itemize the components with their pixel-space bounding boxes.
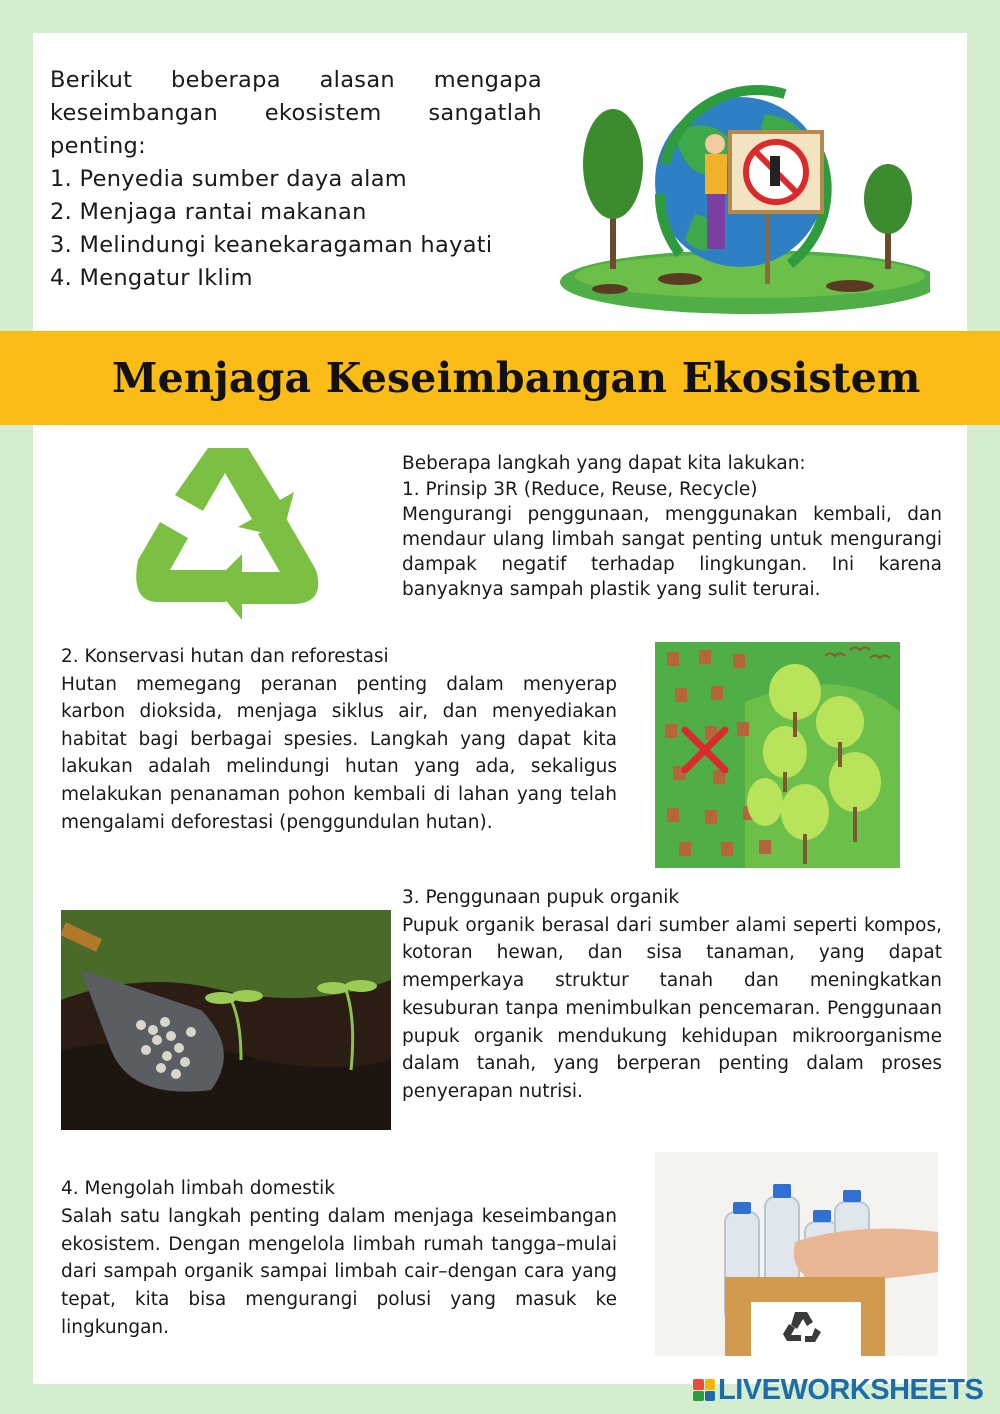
- title-banner: [0, 331, 1000, 425]
- reason-item: 4. Mengatur Iklim: [50, 265, 253, 291]
- ecosystem-protection-illustration: [555, 64, 930, 314]
- step-title: 1. Prinsip 3R (Reduce, Reuse, Recycle): [402, 478, 758, 500]
- reason-item: 1. Penyedia sumber daya alam: [50, 166, 408, 192]
- liveworksheets-logo: [693, 1373, 993, 1407]
- intro-section: [50, 64, 542, 295]
- organic-fertilizer-photo: [61, 910, 391, 1130]
- page-title: Menjaga Keseimbangan Ekosistem: [112, 354, 921, 402]
- step-title: 2. Konservasi hutan dan reforestasi: [61, 646, 389, 667]
- brand-text: LIVEWORKSHEETS: [718, 1374, 984, 1406]
- reason-item: 3. Melindungi keanekaragaman hayati: [50, 232, 493, 258]
- liveworksheets-mark-icon: [693, 1379, 715, 1401]
- step-3r: [402, 451, 942, 602]
- step-domestic-waste: [61, 1175, 617, 1342]
- step-forest-conservation: [61, 643, 617, 836]
- step-body: Mengurangi penggunaan, menggunakan kembali, dan mendaur ulang limbah sangat penting untuk mengurangi dampak negatif terhadap lingkungan. Ini karena banyaknya sampah plastik yang sulit terurai.: [402, 504, 942, 600]
- step-body: Pupuk organik berasal dari sumber alami seperti kompos, kotoran hewan, dan sisa tanaman, yang dapat memperkaya struktur tanah dan meningkatkan kesuburan tanpa menimbulkan pencemaran. Penggunaan pupuk organik mendukung kehidupan mikroorganisme dalam tanah, yang berperan penting dalam proses penyerapan nutrisi.: [402, 914, 942, 1102]
- plastic-bottles-photo: [655, 1152, 938, 1356]
- reforestation-illustration: [655, 642, 900, 868]
- steps-lead: Beberapa langkah yang dapat kita lakukan:: [402, 453, 806, 474]
- recycle-icon: [130, 440, 325, 620]
- reason-item: 2. Menjaga rantai makanan: [50, 199, 367, 225]
- step-title: 4. Mengolah limbah domestik: [61, 1178, 335, 1199]
- step-title: 3. Penggunaan pupuk organik: [402, 887, 680, 908]
- step-body: Hutan memegang peranan penting dalam menyerap karbon dioksida, menjaga siklus air, dan menyediakan habitat bagi berbagai spesies. Langkah yang dapat kita lakukan adalah melindungi hutan yang ada, sekaligus melakukan penanaman pohon kembali di lahan yang telah mengalami deforestasi (penggundulan hutan).: [61, 673, 617, 833]
- reason-list: [50, 163, 542, 295]
- step-body: Salah satu langkah penting dalam menjaga keseimbangan ekosistem. Dengan mengelola limbah rumah tangga–mulai dari sampah organik sampai limbah cair–dengan cara yang tepat, kita bisa mengurangi polusi yang masuk ke lingkungan.: [61, 1205, 617, 1338]
- intro-heading: Berikut beberapa alasan mengapa keseimbangan ekosistem sangatlah penting:: [50, 67, 542, 159]
- step-organic-fertilizer: [402, 884, 942, 1106]
